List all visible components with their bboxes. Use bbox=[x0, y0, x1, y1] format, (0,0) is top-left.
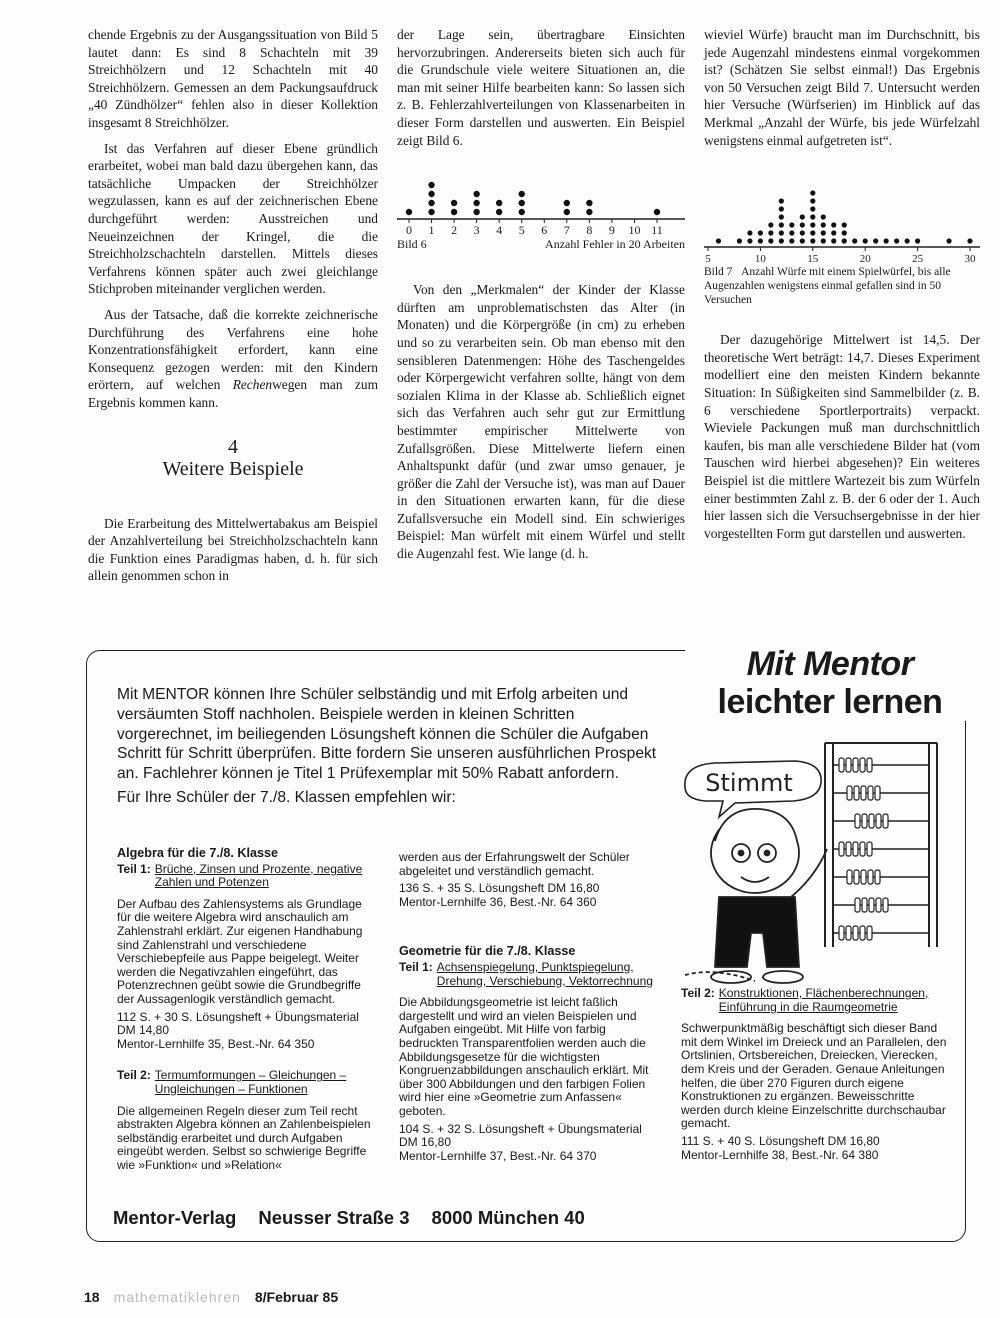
abacus-bead bbox=[868, 870, 873, 884]
data-point bbox=[842, 231, 847, 236]
tick-label: 8 bbox=[586, 223, 593, 238]
data-point bbox=[779, 231, 784, 236]
data-point bbox=[842, 223, 847, 228]
data-point bbox=[496, 200, 502, 206]
teil-label: Teil 1: bbox=[117, 861, 151, 876]
ad-publisher-address bbox=[113, 1207, 673, 1229]
data-point bbox=[831, 239, 836, 244]
data-point bbox=[831, 231, 836, 236]
text-span: Aus der Tatsache, daß die korrekte zeichnerische Durchführung des Verfahrens eine hohe Konzentrationsfähigkeit erfordert, kann eine Konsequenz gezogen werden: mit den Kindern erörtern, auf welchen bbox=[88, 306, 378, 393]
publisher-city: 8000 München 40 bbox=[431, 1207, 585, 1228]
abacus-bead bbox=[860, 842, 865, 856]
abacus-bead bbox=[860, 758, 865, 772]
ad-headline bbox=[685, 645, 975, 721]
data-point bbox=[873, 239, 878, 244]
paragraph: Von den „Merkmalen“ der Kinder der Klasse dürften am unproblematischsten das Alter (in Monaten) und die Körpergröße (in cm) zu erheben und so zu verarbeiten sein. Ob man ebenso mit den sensibleren Datenmengen: Höhe des Taschengeldes oder Körpergewicht verfahren sollte, hängt von dem sozialen Klima in der Klasse ab. Schließlich eignet sich das Verfahren auch sehr gut zur Ermittlung bestimmter empirischer Mittelwerte von Zufallsgrößen. Diese Mittelwerte liefern einen Anhaltspunkt dafür (und zwar umso genauer, je größer die Zahl der Versuche ist), was man auf Dauer in den Situationen erwarten kann, für die diese Zufallsversuche ein Modell sind. Ein schwieriges Beispiel: Man würfelt mit einem Würfel und stellt die Augenzahl fest. Wie lange (d. h. bbox=[397, 282, 685, 562]
paragraph: Ist das Verfahren auf dieser Ebene gründlich erarbeitet, wobei man bald dazu übergehen kann, das tatsächliche Umpacken der Streichhölzer wegzulassen, kann es auf der zeichnerischen Ebene durchgeführt werden: Ausstreichen und Neueinzeichnen der Kringel, die die Streichholzschachteln darstellen. Mittels dieses Verfahrens können später auch zwei gleichlange Stichproben miteinander verglichen werden. bbox=[88, 140, 378, 297]
geometrie-heading: Geometrie für die 7./8. Klasse bbox=[399, 944, 576, 959]
data-point bbox=[810, 199, 815, 204]
tick-label: 5 bbox=[518, 223, 525, 238]
data-point bbox=[451, 209, 457, 215]
dot-plot-bild-6 bbox=[397, 175, 685, 237]
ad-middle-column bbox=[399, 851, 661, 1163]
data-point bbox=[821, 239, 826, 244]
text-span: wegen man zum Ergebnis kommen kann. bbox=[88, 377, 378, 410]
abacus-bead bbox=[875, 786, 880, 800]
teil-order-number: Mentor-Lernhilfe 38, Best.-Nr. 64 380 bbox=[681, 1147, 879, 1162]
ad-headline-line-2: leichter lernen bbox=[717, 683, 943, 721]
abacus-bead bbox=[855, 898, 860, 912]
data-point bbox=[810, 231, 815, 236]
figure-caption bbox=[704, 265, 980, 307]
abacus-bead bbox=[853, 758, 858, 772]
data-point bbox=[842, 239, 847, 244]
tick-label: 20 bbox=[859, 253, 871, 266]
data-point bbox=[810, 191, 815, 196]
abacus-bead bbox=[861, 786, 866, 800]
tick-label: 25 bbox=[912, 253, 924, 266]
teil-description: Die allgemeinen Regeln dieser zum Teil recht abstrakten Algebra können an Zahlenbeispielen selbständig erarbeitet und durch Aufgaben eingeübt werden. Selbst so schwierige Begriffe wie »Funktion« und »Relation« bbox=[117, 1103, 371, 1172]
paragraph: chende Ergebnis zu der Ausgangssituation von Bild 5 lautet dann: Es sind 8 Schachteln mit 39 Streichhölzern und 12 Schachteln mit 40 Streichhölzern. Gemessen an dem Packungsaufdruck „40 Zündhölzer“ fehlen also in dieser Kollektion insgesamt 8 Streichhölzer. bbox=[88, 27, 378, 130]
page-number: 18 bbox=[84, 1289, 100, 1305]
tick-label: 9 bbox=[608, 223, 615, 238]
issue-date: 8/Februar 85 bbox=[254, 1289, 339, 1305]
data-point bbox=[428, 209, 434, 215]
abacus-bead bbox=[854, 786, 859, 800]
data-point bbox=[406, 209, 412, 215]
ad-geometrie-2-column bbox=[681, 985, 947, 1162]
data-point bbox=[779, 223, 784, 228]
paragraph: der Lage sein, übertragbare Einsichten hervorzubringen. Andererseits bieten sich auch für die Grundschule viele weitere Situationen an, die man mit seiner Hilfe bearbeiten kann: So lassen sich z. B. Fehlerzahlverteilungen von Klassenarbeiten in dieser Form darstellen und auswerten. Ein Beispiel zeigt Bild 6. bbox=[397, 27, 685, 148]
data-point bbox=[654, 209, 660, 215]
teil-description: Schwerpunktmäßig beschäftigt sich dieser Band mit dem Winkel im Dreieck und an Parallelen, den Ortslinien, Ortsbereichen, Dreiecken, Vierecken, dem Kreis und der Geraden. Genaue Anleitungen helfen, die über 270 Figuren durch eigene Konstruktionen zu ergänzen. Beweisschritte werden durch kleine Einzelschritte durchschaubar gemacht. bbox=[681, 1021, 947, 1131]
data-point bbox=[768, 239, 773, 244]
data-point bbox=[747, 231, 752, 236]
data-point bbox=[496, 209, 502, 215]
data-point bbox=[451, 200, 457, 206]
abacus-bead bbox=[876, 898, 881, 912]
geometrie-teil-2 bbox=[681, 987, 947, 1014]
abacus-bead bbox=[846, 842, 851, 856]
figure-bild-6 bbox=[397, 175, 685, 251]
teil-price: 111 S. + 40 S. Lösungsheft DM 16,80 bbox=[681, 1133, 880, 1148]
data-point bbox=[564, 200, 570, 206]
abacus-bead bbox=[854, 870, 859, 884]
data-point bbox=[779, 215, 784, 220]
tick-label: 5 bbox=[705, 253, 711, 266]
data-point bbox=[905, 239, 910, 244]
algebra-heading: Algebra für die 7./8. Klasse bbox=[117, 846, 278, 860]
italic-text: Rechen bbox=[232, 377, 273, 393]
publisher-street: Neusser Straße 3 bbox=[258, 1207, 410, 1228]
tick-label: 0 bbox=[406, 223, 412, 238]
teil-price: 136 S. + 35 S. Lösungsheft DM 16,80 bbox=[399, 881, 600, 896]
abacus-bead bbox=[875, 870, 880, 884]
teil-price: 104 S. + 32 S. Lösungsheft + Übungsmaterial DM 16,80 bbox=[399, 1121, 642, 1150]
abacus-bead bbox=[862, 814, 867, 828]
abacus-bead bbox=[846, 926, 851, 940]
abacus-bead bbox=[867, 758, 872, 772]
data-point bbox=[789, 239, 794, 244]
abacus-bead bbox=[853, 926, 858, 940]
paragraph: Die Erarbeitung des Mittelwertabakus am Beispiel der Anzahlverteilung bei Streichholzschachteln kann die Funktion eines Paradigmas haben, d. h. für sich allein genommen schon in bbox=[88, 515, 378, 584]
speech-bubble-text: Stimmt bbox=[705, 769, 793, 797]
ad-recommend-text: Für Ihre Schüler der 7./8. Klassen empfehlen wir: bbox=[117, 788, 456, 806]
abacus-bead bbox=[869, 898, 874, 912]
cartoon-child-icon bbox=[685, 809, 827, 983]
data-point bbox=[821, 231, 826, 236]
data-point bbox=[428, 191, 434, 197]
data-point bbox=[428, 200, 434, 206]
abacus-bead bbox=[839, 842, 844, 856]
teil-title: Achsenspiegelung, Punktspiegelung, Drehung, Verschiebung, Vektorrechnung bbox=[436, 959, 653, 988]
section-title: Weitere Beispiele bbox=[162, 458, 304, 481]
page-footer bbox=[84, 1289, 338, 1305]
abacus-bead bbox=[855, 814, 860, 828]
data-point bbox=[779, 207, 784, 212]
teil-label: Teil 2: bbox=[681, 986, 715, 1000]
figure-bild-7 bbox=[704, 163, 980, 307]
tick-label: 15 bbox=[807, 253, 819, 266]
abacus-bead bbox=[847, 786, 852, 800]
abacus-bead bbox=[846, 758, 851, 772]
teil-title: Brüche, Zinsen und Prozente, negative Zahlen und Potenzen bbox=[154, 861, 363, 890]
data-point bbox=[779, 199, 784, 204]
algebra-teil-1 bbox=[117, 863, 379, 890]
tick-label: 3 bbox=[473, 223, 480, 238]
abacus-bead bbox=[876, 814, 881, 828]
axis-label: Anzahl Fehler in 20 Arbeiten bbox=[545, 237, 685, 252]
data-point bbox=[810, 239, 815, 244]
abacus-bead bbox=[853, 842, 858, 856]
data-point bbox=[800, 231, 805, 236]
data-point bbox=[810, 215, 815, 220]
abacus-cartoon-illustration bbox=[675, 737, 957, 989]
figure-label: Bild 7 bbox=[704, 266, 733, 279]
abacus-bead bbox=[860, 926, 865, 940]
data-point bbox=[519, 200, 525, 206]
data-point bbox=[758, 231, 763, 236]
teil-price: 112 S. + 30 S. Lösungsheft + Übungsmaterial DM 14,80 bbox=[117, 1009, 359, 1038]
data-point bbox=[852, 239, 857, 244]
tick-label: 1 bbox=[428, 223, 435, 238]
abacus-bead bbox=[868, 786, 873, 800]
data-point bbox=[758, 239, 763, 244]
abacus-bead bbox=[839, 758, 844, 772]
data-point bbox=[810, 207, 815, 212]
data-point bbox=[586, 209, 592, 215]
tick-label: 11 bbox=[651, 223, 663, 238]
abacus-bead bbox=[883, 898, 888, 912]
data-point bbox=[747, 239, 752, 244]
data-point bbox=[789, 231, 794, 236]
data-point bbox=[519, 209, 525, 215]
article-column-2 bbox=[397, 26, 685, 571]
data-point bbox=[737, 239, 742, 244]
abacus-bead bbox=[839, 926, 844, 940]
tick-label: 4 bbox=[496, 223, 503, 238]
data-point bbox=[800, 223, 805, 228]
ad-algebra-column bbox=[117, 847, 379, 1172]
data-point bbox=[789, 223, 794, 228]
data-point bbox=[946, 239, 951, 244]
data-point bbox=[564, 209, 570, 215]
teil-label: Teil 2: bbox=[117, 1068, 151, 1083]
data-point bbox=[915, 239, 920, 244]
teil-label: Teil 1: bbox=[399, 959, 433, 974]
abacus-bead bbox=[862, 898, 867, 912]
article-column-3 bbox=[704, 26, 980, 550]
tick-label: 10 bbox=[754, 253, 766, 266]
data-point bbox=[800, 239, 805, 244]
data-point bbox=[967, 239, 972, 244]
data-point bbox=[586, 200, 592, 206]
teil-order-number: Mentor-Lernhilfe 36, Best.-Nr. 64 360 bbox=[399, 894, 597, 909]
journal-name: mathematiklehren bbox=[113, 1289, 241, 1305]
data-point bbox=[800, 215, 805, 220]
figure-caption-text: Anzahl Würfe mit einem Spielwürfel, bis alle Augenzahlen wenigstens einmal gefallen sind in 50 Versuchen bbox=[704, 266, 951, 307]
data-point bbox=[863, 239, 868, 244]
algebra-teil-2 bbox=[117, 1069, 379, 1096]
teil-title: Konstruktionen, Flächenberechnungen, Einführung in die Raumgeometrie bbox=[718, 986, 929, 1014]
teil-title: Termumformungen – Gleichungen – Ungleichungen – Funktionen bbox=[154, 1068, 347, 1096]
data-point bbox=[821, 223, 826, 228]
teil-description-continued: werden aus der Erfahrungswelt der Schüler abgeleitet und verständlich gemacht. bbox=[399, 850, 630, 878]
publisher-name: Mentor-Verlag bbox=[113, 1207, 237, 1228]
data-point bbox=[894, 239, 899, 244]
tick-label: 2 bbox=[451, 223, 458, 238]
data-point bbox=[884, 239, 889, 244]
abacus-bead bbox=[867, 842, 872, 856]
geometrie-teil-1 bbox=[399, 961, 661, 988]
abacus-bead bbox=[867, 926, 872, 940]
data-point bbox=[831, 223, 836, 228]
data-point bbox=[768, 223, 773, 228]
ad-headline-line-1: Mit Mentor bbox=[746, 645, 914, 683]
abacus-bead bbox=[869, 814, 874, 828]
abacus-bead bbox=[847, 870, 852, 884]
article-column-1 bbox=[88, 26, 378, 593]
ad-intro-text: Mit MENTOR können Ihre Schüler selbständig und mit Erfolg arbeiten und versäumten Stoff nachholen. Beispiele werden in kleinen Schritten vorgerechnet, im beiliegenden Lösungsheft können die Schüler die Aufgaben Schritt für Schritt überprüfen. Bitte fordern Sie unseren ausführlichen Prospekt an. Fachlehrer können je Titel 1 Prüfexemplar mit 50% Rabatt anfordern. bbox=[117, 686, 657, 783]
teil-description: Die Abbildungsgeometrie ist leicht faßlich dargestellt und wird an vielen Beispielen und Aufgaben eingeübt. Mit Hilfe von farbig bedruckten Transparentfolien werden auch die Abbildungsgesetze für die wichtigsten Kongruenzabbildungen anschaulich erklärt. Mit über 300 Abbildungen und den farbigen Folien wird hier eine »Geometrie zum Anfassen« geboten. bbox=[399, 995, 649, 1118]
section-number: 4 bbox=[228, 436, 238, 459]
teil-order-number: Mentor-Lernhilfe 35, Best.-Nr. 64 350 bbox=[117, 1036, 315, 1051]
data-point bbox=[716, 239, 721, 244]
paragraph: wieviel Würfe) braucht man im Durchschnitt, bis jede Augenzahl mindestens einmal vorgekommen ist? (Schätzen Sie selbst einmal!) Das Ergebnis von 50 Versuchen zeigt Bild 7. Untersucht werden hier Versuche (Würfserien) im Hinblick auf das Merkmal „Anzahl der Würfe, bis jede Würfelzahl wenigstens einmal aufgetreten ist“. bbox=[704, 27, 980, 148]
data-point bbox=[473, 209, 479, 215]
figure-label: Bild 6 bbox=[397, 237, 427, 252]
teil-description: Der Aufbau des Zahlensystems als Grundlage für die weitere Algebra wird anschaulich am Zahlenstrahl erklärt. Zur eigenen Handhabung sind Zahlenstrahl und verschiedene Verschiebepfeile aus Pappe beigelegt. Weiter werden die Negativzahlen eingeführt, das Potenzrechnen geübt sowie die Grundbegriffe der Aussagenlogik verständlich gemacht. bbox=[117, 896, 363, 1006]
tick-label: 10 bbox=[628, 223, 641, 238]
data-point bbox=[821, 215, 826, 220]
mentor-advertisement bbox=[86, 645, 966, 1242]
abacus-rows bbox=[833, 758, 929, 940]
data-point bbox=[473, 200, 479, 206]
paragraph: Der dazugehörige Mittelwert ist 14,5. Der theoretische Wert beträgt: 14,7. Dieses Experiment modelliert eine den meisten Kindern bekannte Situation: In Süßigkeiten sind Sammelbilder (z. B. 6 verschiedene Sportlerportraits) verpackt. Wieviele Packungen muß man durchschnittlich kaufen, bis man alle verschiedene Bilder hat (vom Tauschen wird hierbei abgesehen)? Ein weiteres Beispiel ist die mittlere Wartezeit bis zum Würfeln einer bestimmten Zahl z. B. der 6 oder der 1. Auch hier lassen sich die Versuchsergebnisse in der hier vorgestellten Form gut darstellen und auswerten. bbox=[704, 332, 980, 541]
tick-label: 7 bbox=[563, 223, 570, 238]
data-point bbox=[768, 231, 773, 236]
data-point bbox=[810, 223, 815, 228]
data-point bbox=[428, 182, 434, 188]
dot-plot-bild-7 bbox=[704, 163, 980, 265]
data-point bbox=[779, 239, 784, 244]
data-point bbox=[519, 191, 525, 197]
abacus-bead bbox=[861, 870, 866, 884]
data-point bbox=[473, 191, 479, 197]
ad-intro bbox=[117, 685, 667, 808]
paragraph bbox=[88, 306, 378, 412]
figure-caption bbox=[397, 237, 685, 251]
abacus-bead bbox=[883, 814, 888, 828]
teil-order-number: Mentor-Lernhilfe 37, Best.-Nr. 64 370 bbox=[399, 1148, 597, 1163]
tick-label: 6 bbox=[541, 223, 548, 238]
tick-label: 30 bbox=[964, 253, 976, 266]
